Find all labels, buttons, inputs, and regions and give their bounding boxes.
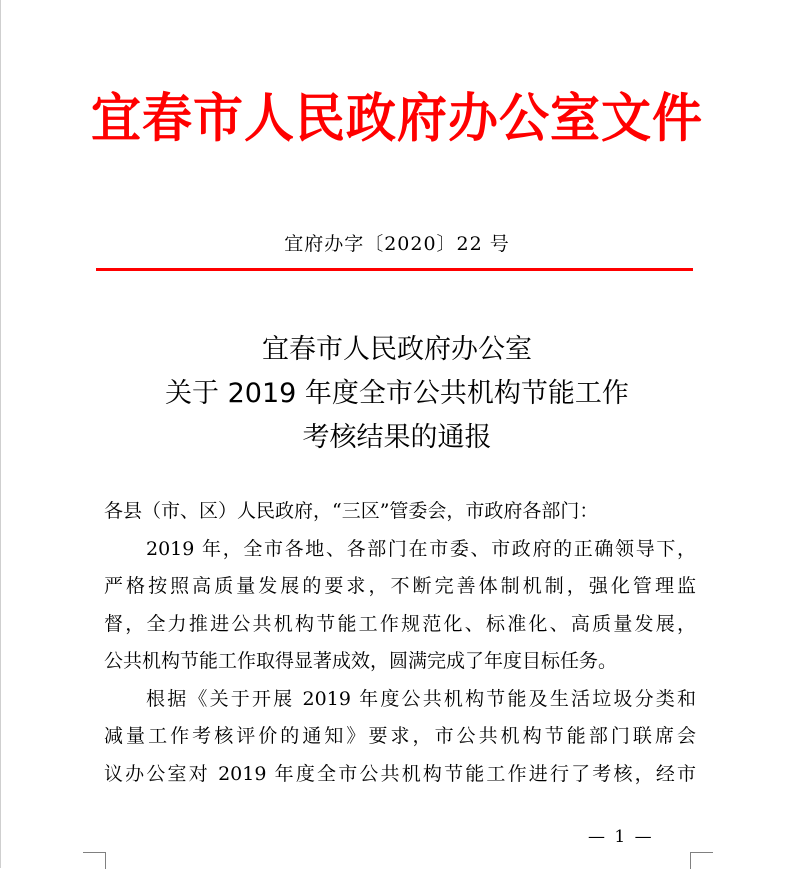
paragraph-1-line-4: 公共机构节能工作取得显著成效，圆满完成了年度目标任务。 (104, 650, 618, 672)
paragraph-1-line-3: 督，全力推进公共机构节能工作规范化、标准化、高质量发展， (104, 612, 696, 635)
title-line-1: 宜春市人民政府办公室 (262, 334, 532, 365)
salutation (104, 493, 696, 531)
red-separator-rule (96, 268, 693, 271)
document-number: 宜府办字〔2020〕22 号 (284, 233, 510, 255)
title-line-2: 关于 2019 年度全市公共机构节能工作 (165, 378, 629, 409)
paragraph-1 (104, 531, 696, 681)
paragraph-2-line-1: 根据《关于开展 2019 年度公共机构节能及生活垃圾分类和 (146, 687, 696, 710)
paragraph-2 (104, 681, 696, 794)
paragraph-1-line-2: 严格按照高质量发展的要求，不断完善体制机制，强化管理监 (104, 575, 696, 597)
title-line-3: 考核结果的通报 (302, 422, 492, 453)
document-body (104, 493, 696, 793)
page-number: — 1 — (588, 827, 654, 847)
paragraph-2-line-2: 减量工作考核评价的通知》要求，市公共机构节能部门联席会 (104, 725, 696, 747)
red-masthead: 宜春市人民政府办公室文件 (91, 87, 703, 149)
paragraph-1-line-1: 2019 年，全市各地、各部门在市委、市政府的正确领导下， (146, 537, 696, 560)
crop-mark-bottom-right (690, 852, 713, 869)
paragraph-2-line-3: 议办公室对 2019 年度全市公共机构节能工作进行了考核，经市 (104, 762, 696, 785)
document-title (0, 328, 794, 460)
salutation-line: 各县（市、区）人民政府，“三区”管委会，市政府各部门： (104, 500, 599, 522)
crop-mark-bottom-left (83, 852, 106, 869)
